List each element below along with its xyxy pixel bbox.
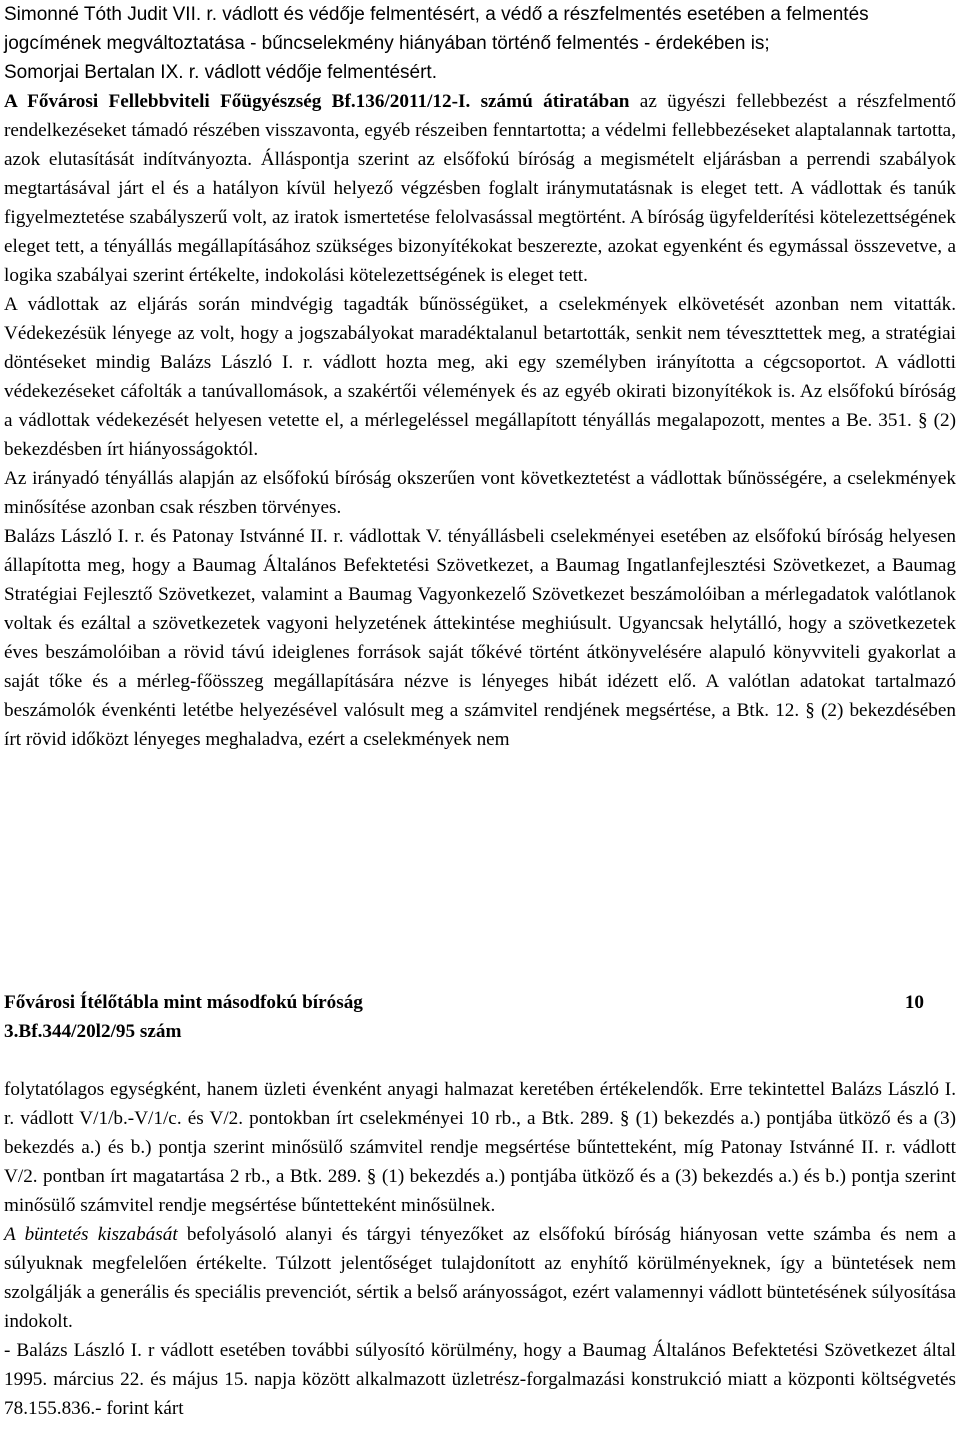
qualification-paragraph: Balázs László I. r. és Patonay Istvánné II. r. vádlottak V. tényállásbeli cselekményei esetében az elsőfokú bíróság helyesen állapította meg, hogy a Baumag Általános Befektetési Szövetkezet, a Baumag Ingatlanfejlesztési Szövetkezet, a Baumag Stratégiai Fejlesztő Szövetkezet, valamint a Baumag Vagyonkezelő Szövetkezet beszámolóiban a mérlegadatok valótlanok voltak és ezáltal a szövetkezetek vagyoni helyzetének áttekintése meghiúsult. Ugyancsak helytálló, hogy a szövetkezetek éves beszámolóiban a rövid távú ideiglenes források saját tőkévé történt átkönyvelésére alapuló könyvviteli gyakorlat a saját tőke és a mérleg-főösszeg megállapítására nézve is lényeges hibát idézett elő. A valótlan adatokat tartalmazó beszámolók évenkénti letétbe helyezésével valósult meg a számvitel rendjének megsértése, a Btk. 12. § (2) bekezdésében írt rövid időközt lényeges meghaladva, ezért a cselekmények nem <box>4 526 956 750</box>
defense-paragraph: A vádlottak az eljárás során mindvégig tagadták bűnösségüket, a cselekmények elkövetését azonban nem vitatták. Védekezésük lényege az volt, hogy a jogszabályokat maradéktalanul betartották, senkit nem téveszttettek meg, a stratégiai döntéseket mindig Balázs László I. r. vádlott hozta meg, aki egy személyben irányította a cégcsoportot. A vádlotti védekezéseket cáfolták a tanúvallomások, a szakértői vélemények és az egyéb okirati bizonyítékok is. Az elsőfokú bíróság a vádlottak védekezését helyesen vetette el, a mérlegeléssel megállapított tényállás megalapozott, mentes a Be. 351. § (2) bekezdésben írt hiányosságoktól. <box>4 294 956 460</box>
document-page-upper <box>4 0 956 754</box>
court-name: Fővárosi Ítélőtábla mint másodfokú bíróság <box>4 992 363 1013</box>
sentencing-italic-prefix: A büntetés kiszabását <box>4 1224 178 1245</box>
sentencing-text: befolyásoló alanyi és tárgyi tényezőket az elsőfokú bíróság hiányosan vette számba és nem a súlyuknak megfelelően értékelte. Túlzott jelentőséget tulajdonított az enyhítő körülményeknek, így a büntetések nem szolgálják a generális és speciális prevenciót, sértik a belső arányosságot, ezért valamennyi vádlott büntetésének súlyosítása indokolt. <box>4 1224 956 1332</box>
page-number: 10 <box>904 992 924 1013</box>
aggravating-paragraph: - Balázs László I. r vádlott esetében további súlyosító körülmény, hogy a Baumag Általános Befektetési Szövetkezet által 1995. március 22. és május 15. napja között alkalmazott üzletrész-forgalmazási konstrukció miatt a központi költségvetés 78.155.836.- forint kárt <box>4 1340 956 1419</box>
sentencing-paragraph <box>4 1220 956 1336</box>
case-number: 3.Bf.344/20l2/95 szám <box>4 1021 182 1042</box>
intro-paragraph-1: Simonné Tóth Judit VII. r. vádlott és védője felmentésért, a védő a részfelmentés esetében a felmentés jogcímének megváltoztatása - bűncselekmény hiányában történő felmentés - érdekében is; <box>4 4 869 54</box>
continuation-paragraph-1: folytatólagos egységként, hanem üzleti évenként anyagi halmazat keretében értékelendők. Erre tekintettel Balázs László I. r. vádlott V/1/b.-V/1/c. és V/2. pontokban írt cselekményei 10 rb., a Btk. 289. § (1) bekezdés a.) pontjába ütköző és a (3) bekezdés a.) és b.) pontja szerint minősülő számvitel rendje megsértése bűntetteként, míg Patonay Istvánné II. r. vádlott V/2. pontban írt magatartása 2 rb., a Btk. 289. § (1) bekezdés a.) pontjába ütköző és a (3) bekezdés a.) és b.) pontja szerint minősülő számvitel rendje megsértése bűntetteként minősülnek. <box>4 1079 956 1216</box>
prosecutor-text: az ügyészi fellebbezést a részfelmentő rendelkezéseket támadó részében visszavonta, egyéb részeiben fenntartotta; a védelmi fellebbezéseket alaptalannak tartotta, azok elutasítását indítványozta. Álláspontja szerint az elsőfokú bíróság a megismételt eljárásban a perrendi szabályok megtartásával járt el és a hatályon kívül helyező végzésben foglalt iránymutatásnak is eleget tett. A vádlottak és tanúk figyelmeztetése szabályszerű volt, az iratok ismertetése felolvasással megtörtént. A bíróság ügyfelderítési kötelezettségének eleget tett, a tényállás megállapításához szükséges bizonyítékokat beszerezte, azokat egyenként és egymással összevetve, a logika szabályai szerint értékelte, indokolási kötelezettségének is eleget tett. <box>4 91 956 286</box>
prosecutor-paragraph <box>4 87 956 290</box>
facts-paragraph: Az irányadó tényállás alapján az elsőfokú bíróság okszerűen vont következtetést a vádlottak bűnösségére, a cselekmények minősítése azonban csak részben törvényes. <box>4 468 956 518</box>
page-header <box>4 988 956 1046</box>
document-page-lower <box>4 1075 956 1423</box>
page-header-row <box>4 988 956 1017</box>
intro-paragraph-2: Somorjai Bertalan IX. r. vádlott védője felmentésért. <box>4 62 437 83</box>
prosecutor-bold-prefix: A Fővárosi Fellebbviteli Főügyészség Bf.136/2011/12-I. számú átiratában <box>4 91 630 112</box>
